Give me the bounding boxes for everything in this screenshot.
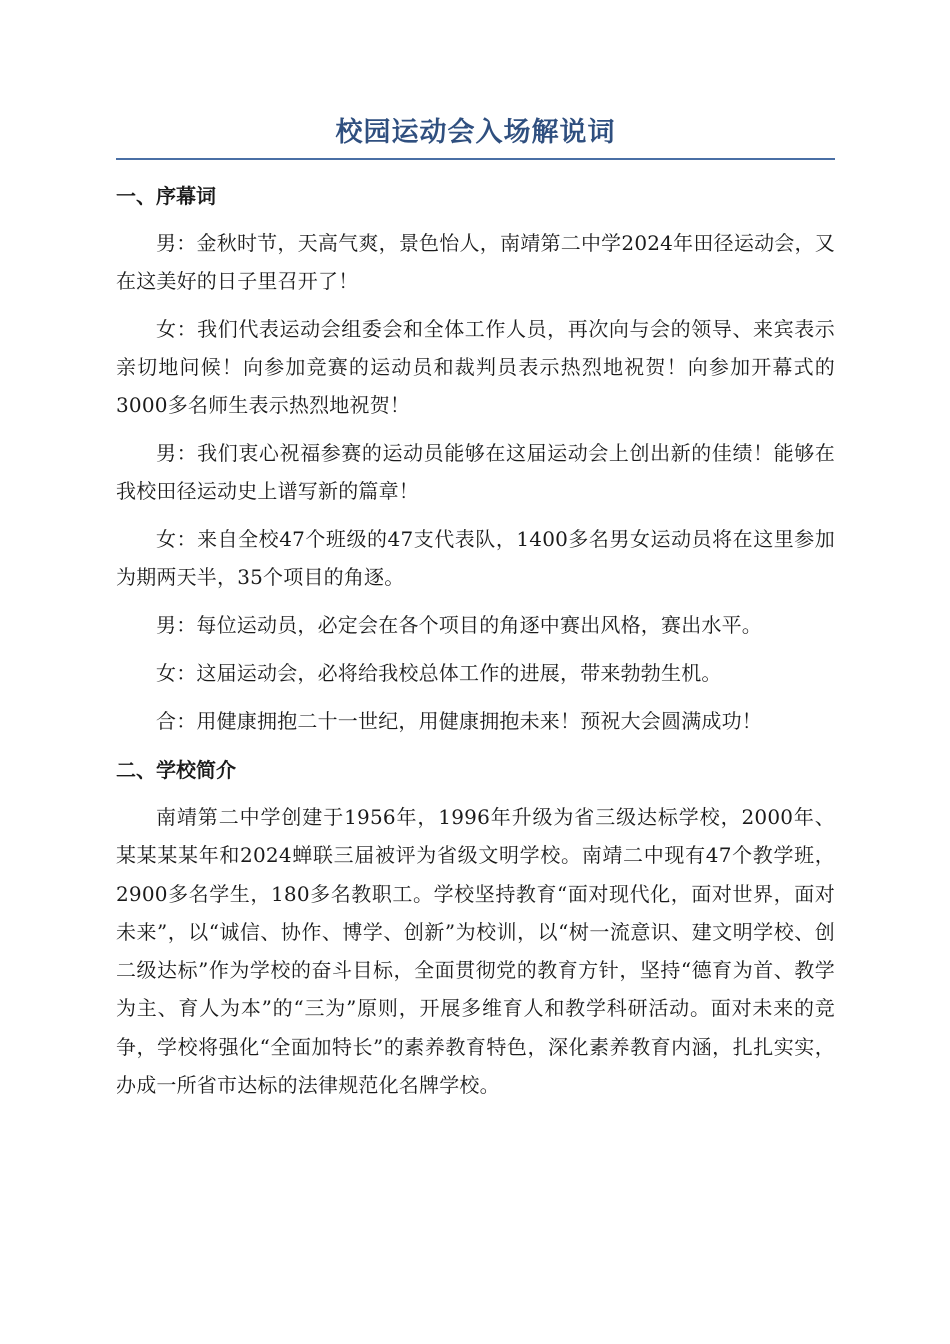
section-heading: 二、学校简介	[116, 758, 236, 782]
section-heading: 一、序幕词	[116, 184, 216, 208]
document-page	[116, 108, 835, 1114]
paragraph: 合：用健康拥抱二十一世纪，用健康拥抱未来！预祝大会圆满成功！	[156, 709, 762, 733]
paragraph: 男：每位运动员，必定会在各个项目的角逐中赛出风格，赛出水平。	[156, 613, 762, 637]
paragraph: 南靖第二中学创建于1956年，1996年升级为省三级达标学校，2000年、某某某某年和2024蝉联三届被评为省级文明学校。南靖二中现有47个教学班，2900多名学生，180多名教职工。学校坚持教育“面对现代化，面对世界，面对未来”，以“诚信、协作、博学、创新”为校训，以“树一流意识、建文明学校、创二级达标”作为学校的奋斗目标，全面贯彻党的教育方针，坚持“德育为首、教学为主、育人为本”的“三为”原则，开展多维育人和教学科研活动。面对未来的竞争，学校将强化“全面加特长”的素养教育特色，深化素养教育内涵，扎扎实实，办成一所省市达标的法律规范化名牌学校。	[116, 805, 835, 1098]
paragraph: 男：我们衷心祝福参赛的运动员能够在这届运动会上创出新的佳绩！能够在我校田径运动史上谱写新的篇章！	[116, 441, 835, 503]
section-prologue	[116, 176, 835, 740]
paragraph: 男：金秋时节，天高气爽，景色怡人，南靖第二中学2024年田径运动会，又在这美好的日子里召开了！	[116, 231, 835, 293]
document-title: 校园运动会入场解说词	[335, 117, 616, 148]
section-school-intro	[116, 750, 835, 1104]
paragraph: 女：这届运动会，必将给我校总体工作的进展，带来勃勃生机。	[156, 661, 722, 685]
paragraph: 女：来自全校47个班级的47支代表队，1400多名男女运动员将在这里参加为期两天半，35个项目的角逐。	[116, 527, 835, 589]
title-underline	[116, 158, 835, 160]
paragraph: 女：我们代表运动会组委会和全体工作人员，再次向与会的领导、来宾表示亲切地问候！向参加竞赛的运动员和裁判员表示热烈地祝贺！向参加开幕式的3000多名师生表示热烈地祝贺！	[116, 317, 835, 417]
